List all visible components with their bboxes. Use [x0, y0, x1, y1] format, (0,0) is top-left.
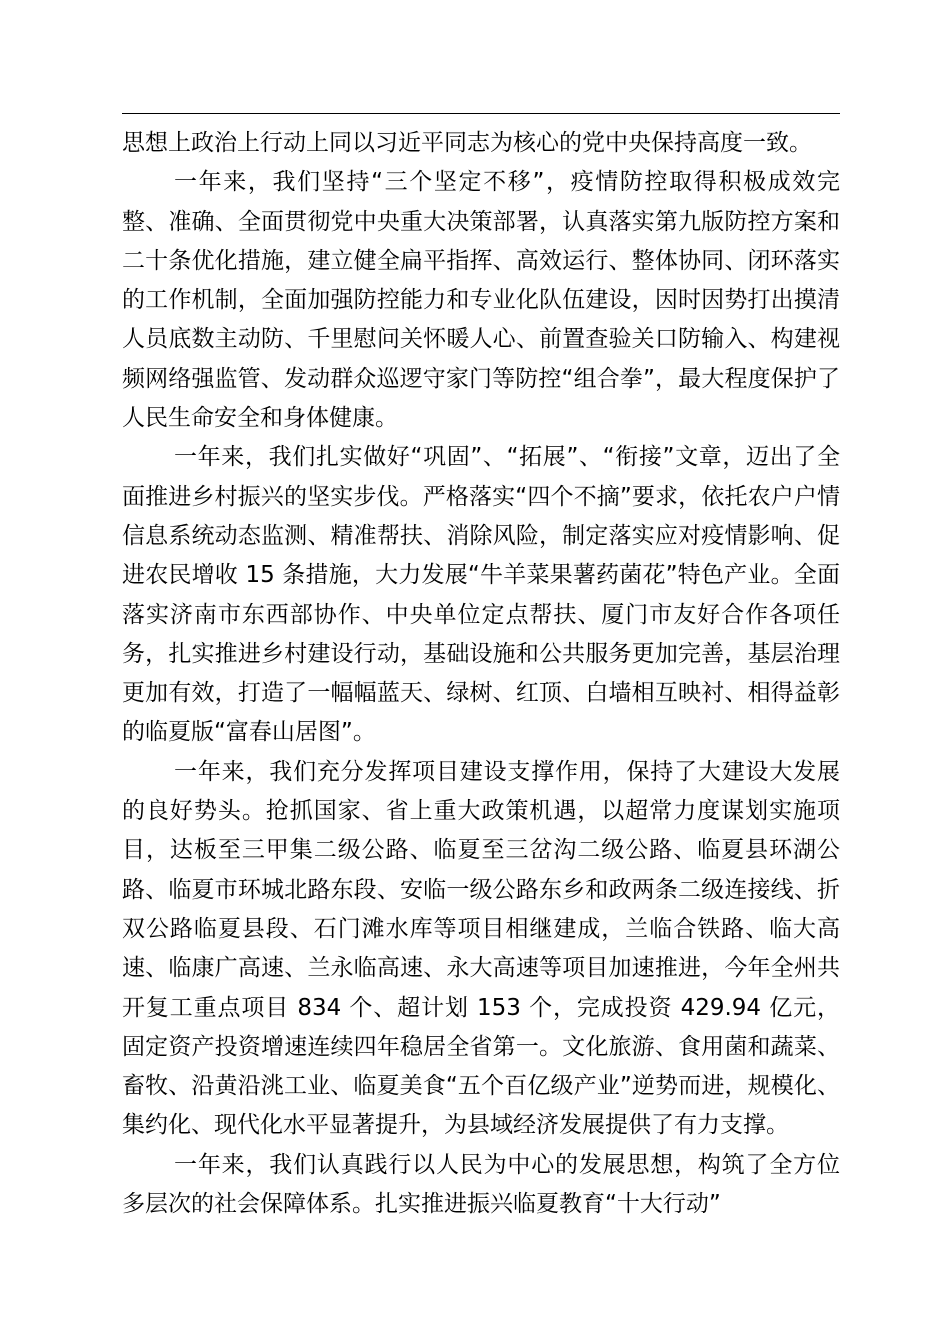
paragraph-project-construction: 一年来，我们充分发挥项目建设支撑作用，保持了大建设大发展的良好势头。抢抓国家、省上重大政策机遇，以超常力度谋划实施项目，达板至三甲集二级公路、临夏至三岔沟二级公路、临夏县环湖公路、临夏市环城北路东段、安临一级公路东乡和政两条二级连接线、折双公路临夏县段、石门滩水库等项目相继建成，兰临合铁路、临大高速、临康广高速、兰永临高速、永大高速等项目加速推进，今年全州共开复工重点项目 834 个、超计划 153 个，完成投资 429.94 亿元，固定资产投资增速连续四年稳居全省第一。文化旅游、食用菌和蔬菜、畜牧、沿黄沿洮工业、临夏美食“五个百亿级产业”逆势而进，规模化、集约化、现代化水平显著提升，为县域经济发展提供了有力支撑。: [122, 758, 840, 1139]
paragraph-continuation: 思想上政治上行动上同以习近平同志为核心的党中央保持高度一致。: [122, 130, 812, 156]
paragraph-rural-revitalization: 一年来，我们扎实做好“巩固”、“拓展”、“衔接”文章，迈出了全面推进乡村振兴的坚实步伐。严格落实“四个不摘”要求，依托农户户情信息系统动态监测、精准帮扶、消除风险，制定落实应对疫情影响、促进农民增收 15 条措施，大力发展“牛羊菜果薯药菌花”特色产业。全面落实济南市东西部协作、中央单位定点帮扶、厦门市友好合作各项任务，扎实推进乡村建设行动，基础设施和公共服务更加完善，基层治理更加有效，打造了一幅幅蓝天、绿树、红顶、白墙相互映衬、相得益彰的临夏版“富春山居图”。: [122, 444, 840, 746]
document-body: [122, 124, 840, 1224]
paragraph-epidemic-prevention: 一年来，我们坚持“三个坚定不移”，疫情防控取得积极成效完整、准确、全面贯彻党中央重大决策部署，认真落实第九版防控方案和二十条优化措施，建立健全扁平指挥、高效运行、整体协同、闭环落实的工作机制，全面加强防控能力和专业化队伍建设，因时因势打出摸清人员底数主动防、千里慰问关怀暖人心、前置查验关口防输入、构建视频网络强监管、发动群众巡逻守家门等防控“组合拳”，最大程度保护了人民生命安全和身体健康。: [122, 169, 840, 432]
header-divider: [122, 113, 840, 114]
paragraph-social-security: 一年来，我们认真践行以人民为中心的发展思想，构筑了全方位多层次的社会保障体系。扎实推进振兴临夏教育“十大行动”: [122, 1151, 840, 1218]
